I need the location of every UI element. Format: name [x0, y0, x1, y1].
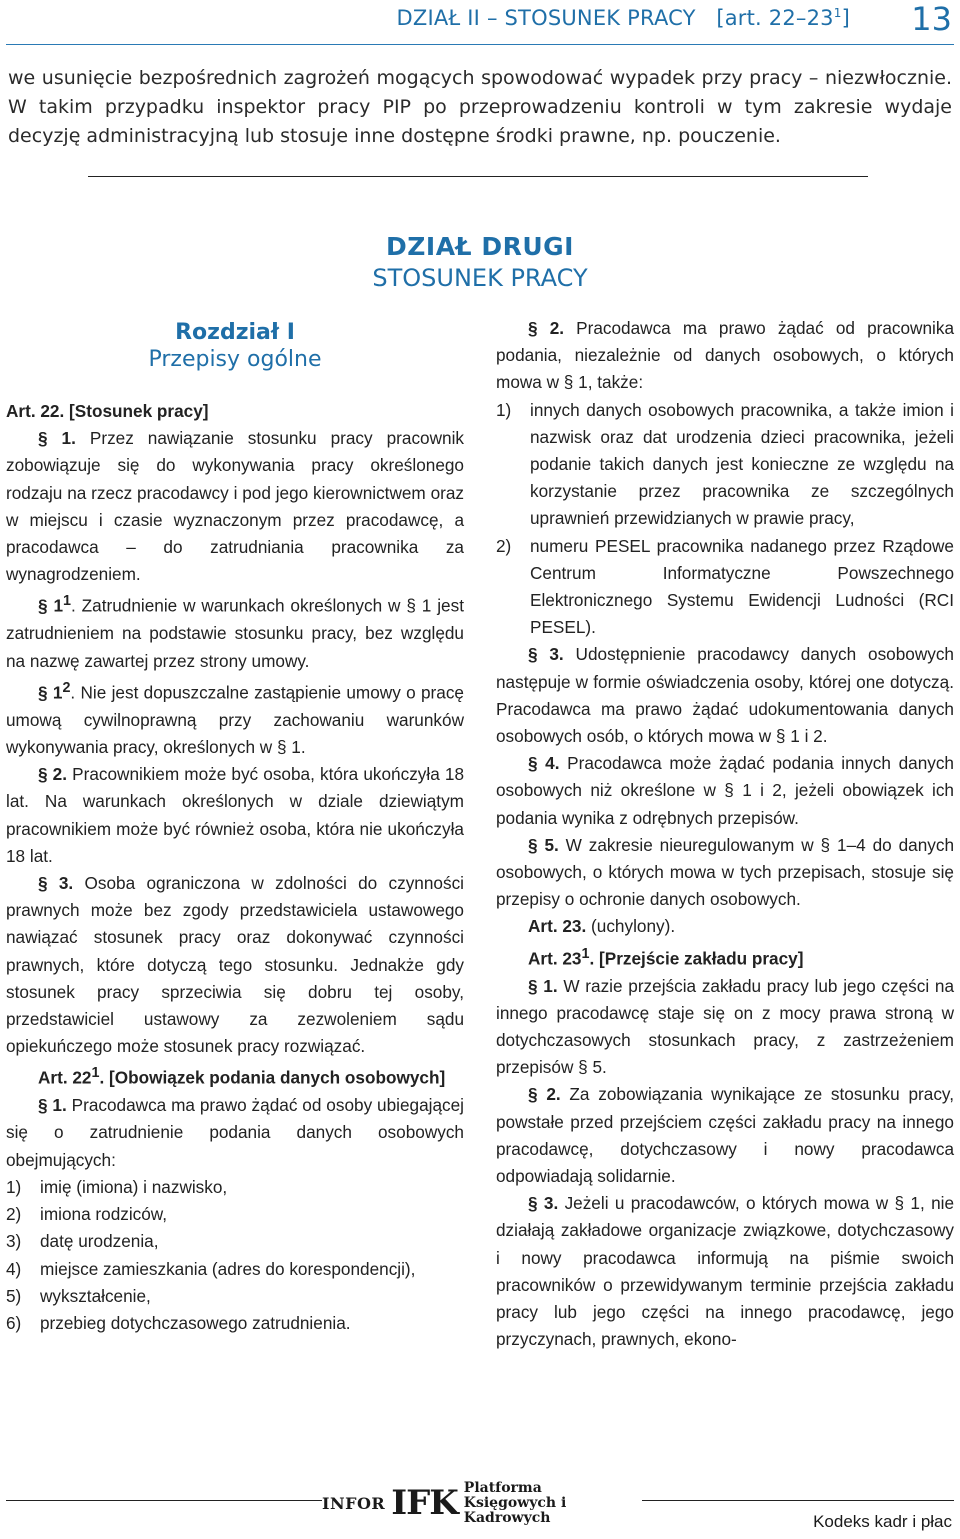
article-23: Art. 23. (uchylony).	[528, 916, 676, 937]
list-item: 1) innych danych osobowych pracownika, a także imion i nazwisk oraz dat urodzenia dzieci pracownika, jeżeli podanie takich danych jest konieczne ze względu na korzystanie przez pracownika ze szczególnych uprawnień przewidzianych w prawie pracy,	[496, 399, 954, 529]
footer-book-title: Kodeks kadr i płac	[813, 1512, 952, 1531]
article-range: [art. $22-23^1$]	[716, 6, 850, 30]
article-23-1-par-2: § 2. Za zobowiązania wynikające ze stosunku pracy, powstałe przed przejściem części zakładu pracy na innego pracodawcę, dotychczasowy i nowy pracodawca odpowiadają solidarnie.	[496, 1084, 955, 1187]
list-item: 1) imię (imiona) i nazwisko,	[6, 1176, 228, 1197]
right-column	[496, 315, 954, 1353]
article-22-1-heading: Art. $22^1$. [Obowiązek podania danych osobowych]	[38, 1065, 446, 1089]
article-22-1-par-3: § 3. Udostępnienie pracodawcy danych osobowych następuje w formie oświadczenia osoby, której one dotyczą. Pracodawca ma prawo żądać udokumentowania danych osobowych osób, o których mowa w § 1 i 2.	[496, 644, 954, 747]
article-22-1-par-4: § 4. Pracodawca może żądać podania innych danych osobowych niż określone w § 1 i 2, jeżeli obowiązek ich podania wynika z odrębnych przepisów.	[496, 753, 954, 828]
chapter-heading: Rozdział I	[175, 320, 295, 345]
list-item: 5) wykształcenie,	[6, 1285, 151, 1306]
list-item: 2) imiona rodziców,	[6, 1204, 168, 1225]
list-item: 3) datę urodzenia,	[6, 1231, 159, 1252]
article-23-1-par-3: § 3. Jeżeli u pracodawców, o których mowa w § 1, nie działają zakładowe organizacje związkowe, dotychczasowy i nowy pracodawca informują na piśmie swoich pracowników o przewidywanym terminie przejścia zakładu pracy lub jego części na innego pracodawcę, jego przyczynach, prawnych, ekono-	[496, 1193, 955, 1350]
section-divider	[88, 176, 868, 177]
publisher-logo	[322, 1480, 642, 1526]
article-22-1-par-1: § 1. Pracodawca ma prawo żądać od osoby ubiegającej się o zatrudnienie podania danych osobowych obejmujących:	[6, 1095, 464, 1170]
article-22-1-par-2: § 2. Pracodawca ma prawo żądać od pracownika podania, niezależnie od danych osobowych, o których mowa w § 1, także:	[496, 318, 955, 393]
article-22-par-2: § 2. Pracownikiem może być osoba, która ukończyła 18 lat. Na warunkach określonych w dziale dziewiątym pracownikiem może być również osoba, która nie ukończyła 18 lat.	[6, 764, 465, 866]
article-22-par-1: § 1. Przez nawiązanie stosunku pracy pracownik zobowiązuje się do wykonywania pracy określonego rodzaju na rzecz pracodawcy i pod jego kierownictwem oraz w miejscu i czasie wyznaczonym przez pracodawcę, a pracodawca – do zatrudniania pracownika za wynagrodzeniem.	[6, 428, 464, 585]
list-item: 4) miejsce zamieszkania (adres do korespondencji),	[6, 1258, 416, 1279]
division-title: DZIAŁ DRUGI	[386, 232, 574, 261]
platform-name: Platforma Księgowych i Kadrowych	[463, 1479, 567, 1526]
list-item: 2) numeru PESEL pracownika nadanego przez Rządowe Centrum Informatyczne Powszechnego Elektronicznego Systemu Ewidencji Ludności (RCI PESEL).	[496, 535, 954, 638]
list-item: 6) przebieg dotychczasowego zatrudnienia.	[6, 1312, 351, 1333]
ifk-logo-text: IFK	[391, 1483, 458, 1523]
page-number: 13	[911, 0, 952, 38]
page-header	[0, 0, 960, 46]
chapter-subheading: Przepisy ogólne	[148, 347, 322, 372]
article-23-1-par-1: § 1. W razie przejścia zakładu pracy lub jego części na innego pracodawcę staje się on z mocy prawa stroną w dotychczasowych stosunkach pracy, z zastrzeżeniem przepisów § 5.	[496, 975, 955, 1078]
article-22-1-par-5: § 5. W zakresie nieuregulowanym w § 1–4 do danych osobowych, o których mowa w tych przepisach, stosuje się przepisy o ochronie danych osobowych.	[496, 834, 954, 910]
division-subtitle: STOSUNEK PRACY	[372, 264, 588, 292]
article-22-heading: Art. 22. [Stosunek pracy]	[6, 401, 209, 421]
article-23-1-heading: Art. $23^1$. [Przejście zakładu pracy]	[528, 945, 804, 969]
infor-logo-text: INFOR	[322, 1493, 386, 1513]
article-22-par-3: § 3. Osoba ograniczona w zdolności do czynności prawnych może bez zgody przedstawiciela ustawowego nawiązać stosunek pracy oraz dokonywać czynności prawnych, które dotyczą tego stosunku. Jednakże gdy stosunek pracy sprzeciwia się dobru tej osoby, przedstawiciel ustawowy za zezwoleniem sądu opiekuńczego może stosunek pracy rozwiązać.	[6, 872, 464, 1057]
chapter-title: DZIAŁ II – STOSUNEK PRACY	[396, 6, 696, 30]
header-divider	[6, 44, 954, 45]
left-column	[6, 398, 464, 1337]
intro-paragraph: we usunięcie bezpośrednich zagrożeń mogących spowodować wypadek przy pracy – niezwłocznie. W takim przypadku inspektor pracy PIP po przeprowadzeniu kontroli w tym zakresie wydaje decyzję administracyjną lub stosuje inne dostępne środki prawne, np. pouczenie.	[8, 67, 952, 147]
article-22-par-1-2: § $1^2$. Nie jest dopuszczalne zastąpienie umowy o pracę umową cywilnoprawną przy zachowaniu warunków wykonywania pracy, określonych w § 1.	[6, 679, 464, 757]
running-title	[397, 6, 851, 30]
article-22-par-1-1: § $1^1$. Zatrudnienie w warunkach określonych w § 1 jest zatrudnieniem na podstawie stosunku pracy, bez względu na nazwę zawartej przez strony umowy.	[6, 593, 464, 671]
